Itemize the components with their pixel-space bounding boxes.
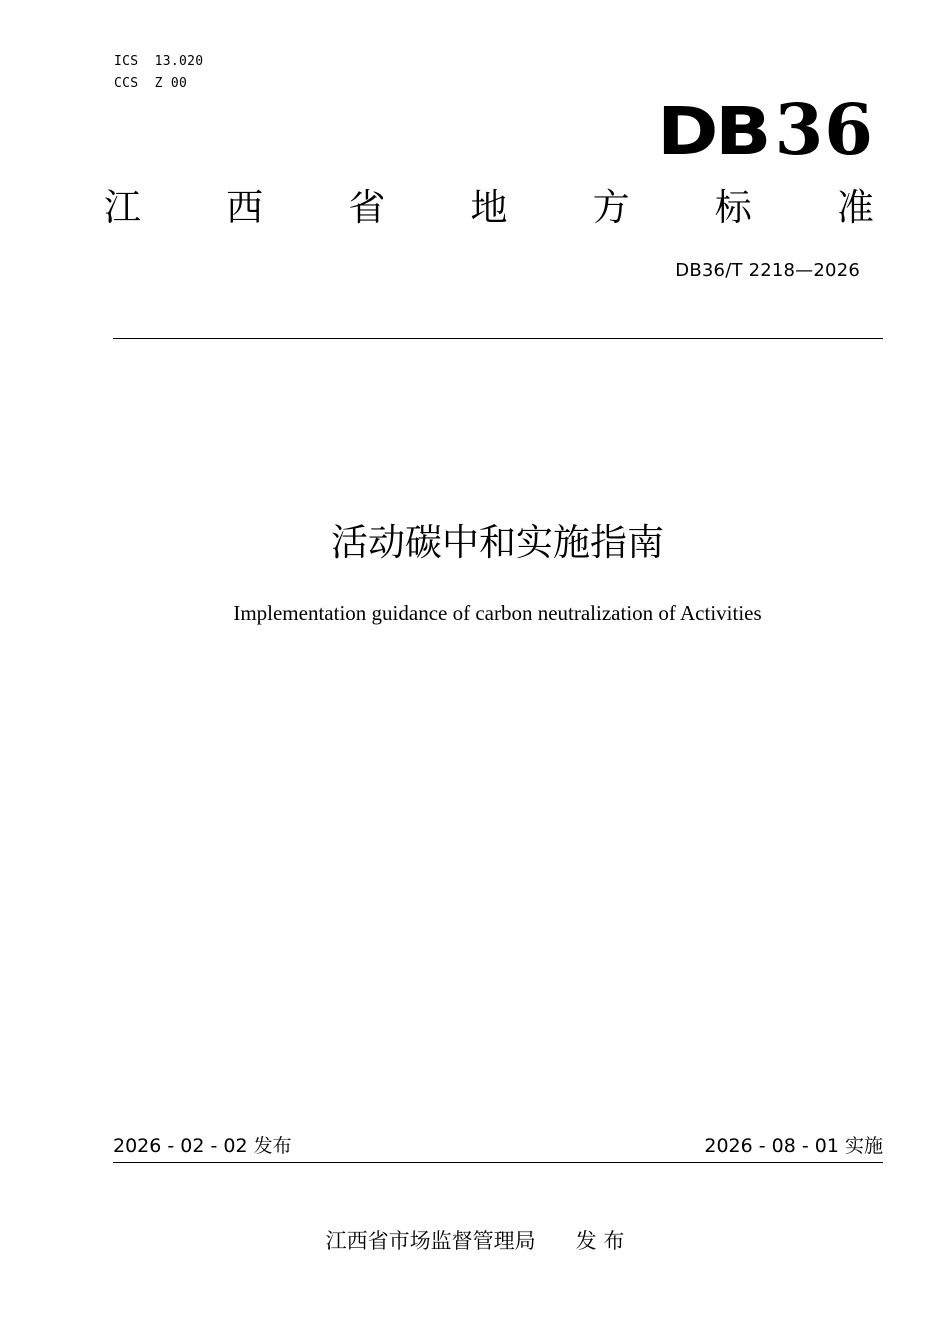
standard-type-char: 方 (592, 186, 630, 229)
standard-type-char: 省 (348, 186, 386, 229)
standard-type-char: 西 (226, 186, 264, 229)
title-chinese: 活动碳中和实施指南 (331, 521, 664, 564)
standard-type-char: 标 (714, 186, 752, 229)
publisher: 江西省市场监督管理局 发 布 (325, 1229, 625, 1253)
ics-code: ICS 13.020 (114, 54, 204, 69)
standard-type-char: 江 (104, 186, 141, 229)
db36-logo (657, 88, 874, 171)
bottom-divider (113, 1162, 883, 1163)
publish-date: 2026 - 02 - 02 发布 (113, 1135, 292, 1157)
standard-type-heading (104, 180, 874, 240)
ccs-code: CCS Z 00 (114, 76, 188, 91)
logo-number: 36 (774, 88, 874, 171)
title-english: Implementation guidance of carbon neutralization of Activities (233, 601, 762, 625)
standard-type-char: 地 (470, 186, 508, 229)
standard-number: DB36/T 2218—2026 (675, 260, 860, 281)
standard-type-char: 准 (836, 186, 874, 229)
top-divider (113, 338, 883, 339)
implementation-date: 2026 - 08 - 01 实施 (704, 1135, 883, 1157)
logo-prefix: DB (657, 93, 769, 170)
